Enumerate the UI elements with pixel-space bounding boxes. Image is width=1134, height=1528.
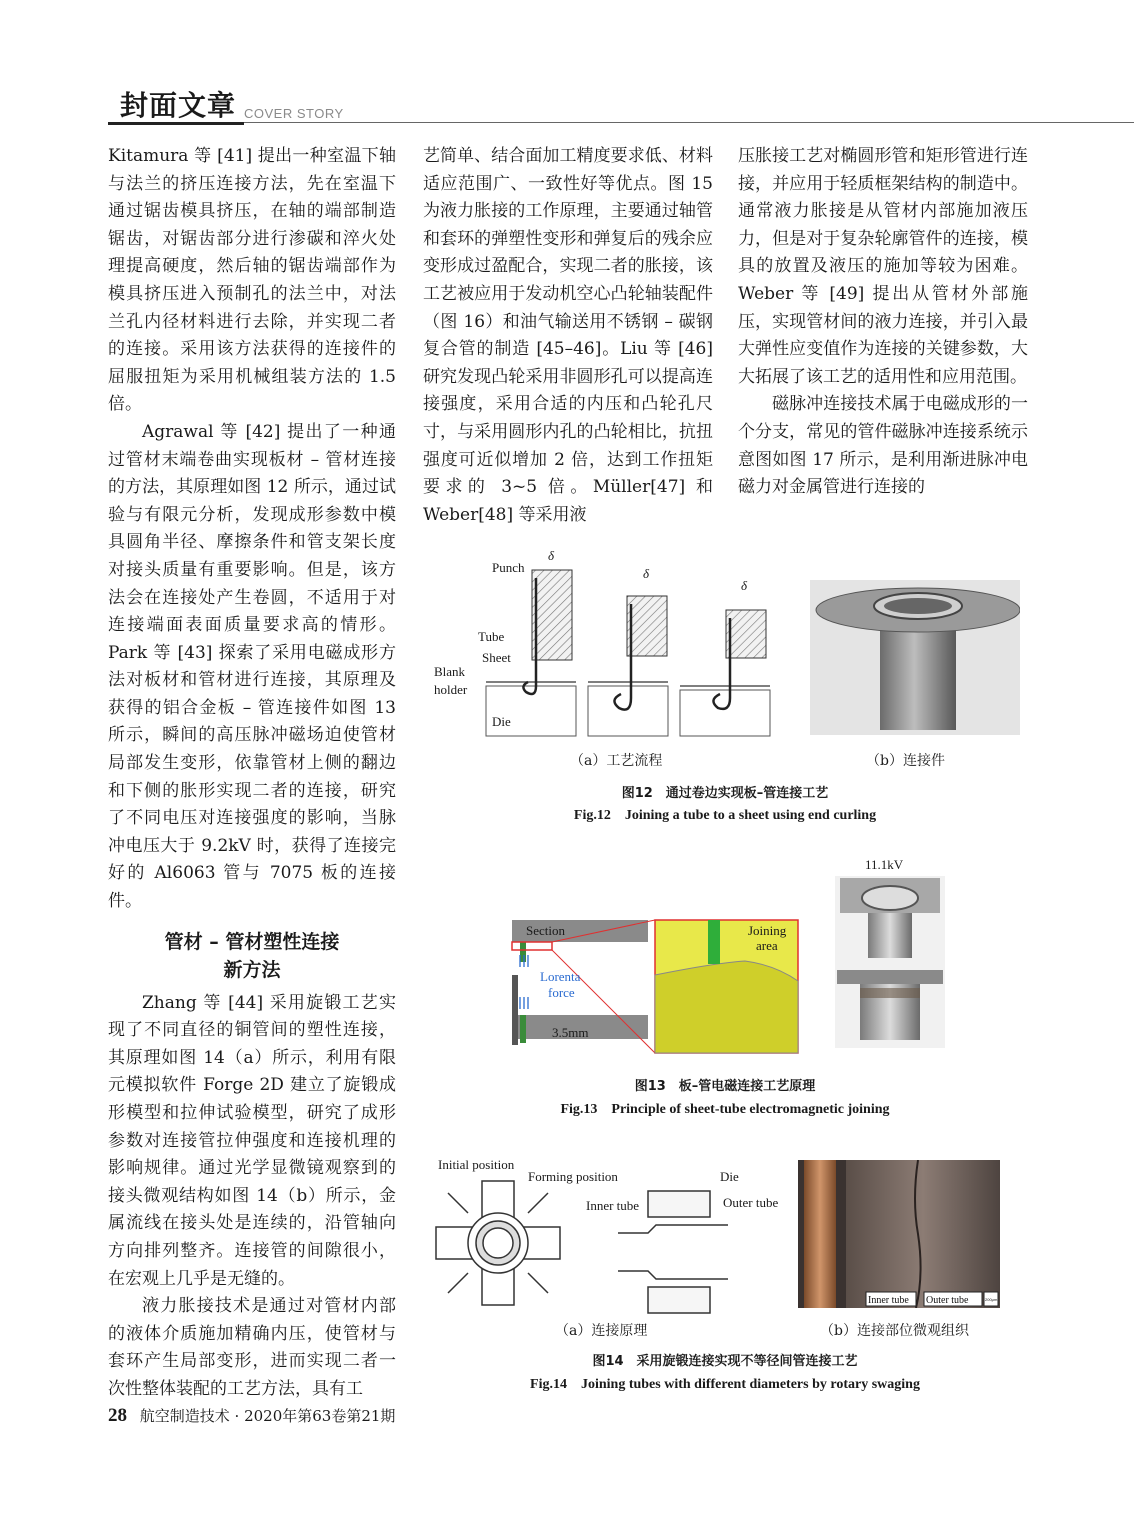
paragraph: 液力胀接技术是通过对管材内部的液体介质施加精确内压，使管材与套环产生局部变形，进而实现二者一次性整体装配的工艺方法，具有工 — [108, 1296, 396, 1399]
delta-label: δ — [643, 566, 650, 581]
page-header — [108, 82, 1134, 127]
figure-13-schematic — [510, 915, 800, 1055]
column-title: 封面文章 — [120, 89, 237, 122]
outer-tube-label: Outer tube — [723, 1195, 779, 1210]
forming-position-label: Forming position — [528, 1169, 618, 1184]
figure-caption: Fig.12 Joining a tube to a sheet using end curling — [573, 808, 877, 823]
figure-caption: 图12 通过卷边实现板–管连接工艺 — [621, 786, 829, 801]
page-number: 28 — [108, 1405, 127, 1426]
subcaption: （a）工艺流程 — [570, 753, 663, 769]
paragraph: Kitamura 等 [41] 提出一种室温下轴与法兰的挤压连接方法，先在室温下通过锯齿模具挤压，在轴的端部制造锯齿，对锯齿部分进行渗碳和淬火处理提高硬度，然后轴的锯齿端部作为模具挤压进入预制孔的法兰中，对法兰孔内径材料进行去除，并实现二者的连接。采用该方法获得的连接件的屈服扭矩为采用机械组装方法的 1.5 倍。 — [108, 146, 396, 415]
sheet-label: Sheet — [482, 650, 511, 665]
figure-caption: Fig.13 Principle of sheet-tube electromagnetic joining — [560, 1102, 890, 1117]
tube-label: Tube — [478, 629, 505, 644]
paragraph: 磁脉冲连接技术属于电磁成形的一个分支，常见的管件磁脉冲连接系统示意图如图 17 所示，是利用渐进脉冲电磁力对金属管进行连接的 — [738, 394, 1028, 498]
journal-info: 航空制造技术 · 2020年第63卷第21期 — [139, 1407, 396, 1425]
die-label: Die — [492, 714, 511, 729]
section-label: Section — [526, 923, 565, 938]
delta-label: δ — [548, 548, 555, 563]
dimension-label: 3.5mm — [552, 1025, 589, 1040]
inner-tube-label: Inner tube — [868, 1295, 909, 1306]
figure-14b-micrograph — [798, 1160, 1000, 1308]
text-column-2 — [423, 143, 713, 529]
figure-12a — [430, 548, 780, 748]
section-heading-line: 新方法 — [223, 958, 281, 981]
subcaption: （b）连接件 — [866, 753, 945, 769]
delta-label: δ — [741, 578, 748, 593]
joining-area-label: area — [756, 938, 778, 953]
paragraph: 艺简单、结合面加工精度要求低、材料适应范围广、一致性好等优点。图 15 为液力胀接的工作原理，主要通过轴管和套环的弹塑性变形和弹复后的残余应变形成过盈配合，实现二者的胀接，该工艺被应用于发动机空心凸轮轴装配件（图 16）和油气输送用不锈钢 – 碳钢复合管的制造 [45–46]。Liu 等 [46] 研究发现凸轮采用非圆形孔可以提高连接强度，采用合适的内压和凸轮孔尺寸，与采用圆形内孔的凸轮相比，抗扭强度可近似增加 2 倍，达到工作扭矩要求的 3~5 倍。Müller[47] 和 Weber[48] 等采用液 — [423, 146, 713, 525]
section-heading-line: 管材 – 管材塑性连接 — [164, 930, 340, 953]
header-rule-thin — [244, 122, 1134, 123]
paragraph: Agrawal 等 [42] 提出了一种通过管材末端卷曲实现板材 – 管材连接的方法，其原理如图 12 所示，通过试验与有限元分析，发现成形参数中模具圆角半径、摩擦条件和管支架长度对接头质量有重要影响。但是，该方法会在连接处产生卷圆，不适用于对连接端面表面质量要求高的情形。Park 等 [43] 探索了采用电磁成形方法对板材和管材进行连接，其原理及获得的铝合金板 – 管连接件如图 13 所示，瞬间的高压脉冲磁场迫使管材局部发生变形，依靠管材上侧的翻边和下侧的胀形实现二者的连接，研究了不同电压对连接强度的影响，当脉冲电压大于 9.2kV 时，获得了连接完好的 Al6063 管与 7075 板的连接件。 — [108, 421, 396, 912]
subcaption: （a）连接原理 — [555, 1323, 648, 1339]
punch-label: Punch — [492, 560, 525, 575]
text-column-3 — [738, 143, 1028, 502]
blank-holder-label: holder — [434, 682, 468, 697]
figure-caption: 图14 采用旋锻连接实现不等径间管连接工艺 — [592, 1354, 858, 1369]
joining-area-label: Joining — [748, 923, 787, 938]
lorenta-label: force — [548, 985, 575, 1000]
figure-12b-photo — [810, 580, 1020, 735]
outer-tube-label: Outer tube — [926, 1295, 969, 1306]
voltage-label: 11.1kV — [865, 858, 904, 872]
subcaption: （b）连接部位微观组织 — [820, 1323, 969, 1339]
page-footer — [108, 1405, 395, 1427]
initial-position-label: Initial position — [438, 1157, 515, 1172]
paragraph: 压胀接工艺对椭圆形管和矩形管进行连接，并应用于轻质框架结构的制造中。通常液力胀接是从管材内部施加液压力，但是对于复杂轮廓管件的连接，模具的放置及液压的施加等较为困难。Weber 等 [49] 提出从管材外部施压，实现管材间的液力连接，并引入最大弹性应变值作为连接的关键参数，大大拓展了该工艺的适用性和应用范围。 — [738, 146, 1028, 387]
figure-caption: Fig.14 Joining tubes with different diameters by rotary swaging — [530, 1377, 920, 1392]
text-column-1 — [108, 143, 396, 1404]
figure-14a — [428, 1155, 790, 1315]
scale-bar-label: 200μm — [985, 1297, 998, 1302]
figure-13-photos — [835, 858, 945, 1048]
section-heading — [108, 928, 396, 984]
column-subtitle: COVER STORY — [244, 106, 344, 121]
blank-holder-label: Blank — [434, 664, 466, 679]
die-label: Die — [720, 1169, 739, 1184]
paragraph: Zhang 等 [44] 采用旋锻工艺实现了不同直径的铜管间的塑性连接，其原理如图 14（a）所示，利用有限元模拟软件 Forge 2D 建立了旋锻成形模型和拉伸试验模型，研究了成形参数对连接管拉伸强度和连接机理的影响规律。通过光学显微镜观察到的接头微观结构如图 14（b）所示，金属流线在接头处是连续的，沿管轴向方向排列整齐。连接管的间隙很小，在宏观上几乎是无缝的。 — [108, 992, 396, 1289]
figure-caption: 图13 板–管电磁连接工艺原理 — [634, 1079, 816, 1094]
inner-tube-label: Inner tube — [586, 1198, 640, 1213]
header-rule-thick — [108, 122, 244, 125]
lorenta-label: Lorenta — [540, 969, 581, 984]
